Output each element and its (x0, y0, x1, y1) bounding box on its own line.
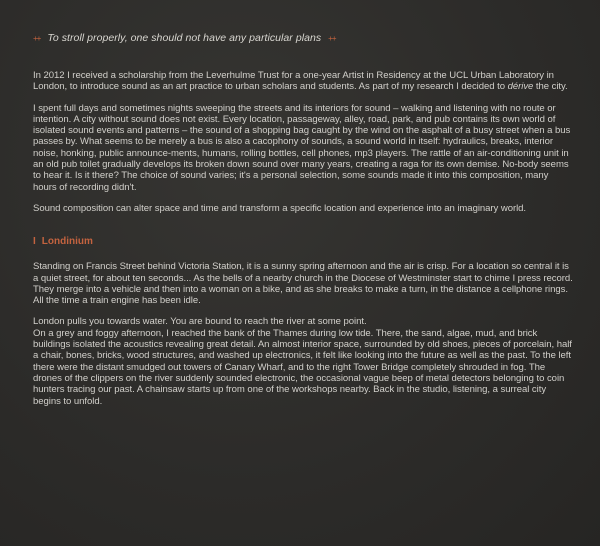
paragraph-intro-2: I spent full days and sometimes nights sweeping the streets and its interiors for sound – walking and listening with no route or intention. A city without sound does not exist. Every location, passageway, alley, road, park, and pub contains its own world of isolated sound events and patterns – the sound of a shopping bag caught by the wind on the asphalt of a busy street when a bus passes by. What seems to be merely a bus is also a cacophony of sounds, a sound world in itself: hydraulics, breaks, interior noise, honking, public announce-ments, humans, rolling bottles, cell phones, mp3 players. The rattle of an air-conditioning unit in an old pub toilet gradually develops its broken down sound over many years, creating a raga for its own demise. No-body seems to hear it. Is it there? The choice of sound varies; it's a personal selection, some sounds made it into this composition, many hours of recording didn't. (33, 102, 571, 193)
ornament-left: ++ (33, 33, 41, 43)
epigraph-text: To stroll properly, one should not have any particular plans (47, 32, 322, 44)
paragraph-intro-1-emphasis: dérive (507, 81, 534, 93)
paragraph-intro-1-start: In 2012 I received a scholarship from the Leverhulme Trust for a one-year Artist in Residency at the UCL Urban Laboratory in London, to introduce sound as an art practice to urban scholars and students. As part of my research I decided to (33, 70, 554, 93)
section-title: Londinium (41, 236, 93, 248)
paragraph-intro-1 (33, 70, 573, 93)
section-numeral: I (33, 236, 36, 248)
paragraph-intro-1-end: the city. (533, 81, 568, 93)
paragraph-section-2 (33, 316, 573, 406)
document-page (33, 32, 573, 407)
paragraph-intro-3: Sound composition can alter space and time and transform a specific location and experience into an imaginary world. (33, 202, 527, 214)
paragraph-section-1: Standing on Francis Street behind Victoria Station, it is a sunny spring afternoon and the air is crisp. For a location so central it is a quiet street, for about ten seconds... As the bells of a nearby church in the Diocese of Westminster start to chime I press record. They merge into a vehicle and then into a woman on a bike, and as she breaks to make a turn, in the distance a cellphone rings. All the time a train engine has been idle. (33, 261, 573, 307)
paragraph-section-2-body: On a grey and foggy afternoon, I reached the bank of the Thames during low tide. There, the sand, algae, mud, and brick buildings isolated the acoustics revealing great detail. An almost interior space, surrounded by old shoes, pieces of porcelain, half a chair, bones, bricks, wood structures, and washed up electronics, it felt like looking into the future as well as the past. To the left there were the distant smudged out towers of Canary Wharf, and to the right Tower Bridge completely shrouded in fog. The drones of the clippers on the river suddenly sounded electronic, the occasional vague beep of metal detectors belonging to coin hunters tracing our past. A chainsaw starts up from one of the workshops nearby. Back in the studio, listening, a surreal city begins to unfold. (33, 327, 572, 407)
paragraph-section-2-line1: London pulls you towards water. You are bound to reach the river at some point. (33, 316, 367, 328)
ornament-right: ++ (328, 33, 336, 43)
epigraph (33, 32, 573, 44)
section-heading (33, 236, 573, 247)
